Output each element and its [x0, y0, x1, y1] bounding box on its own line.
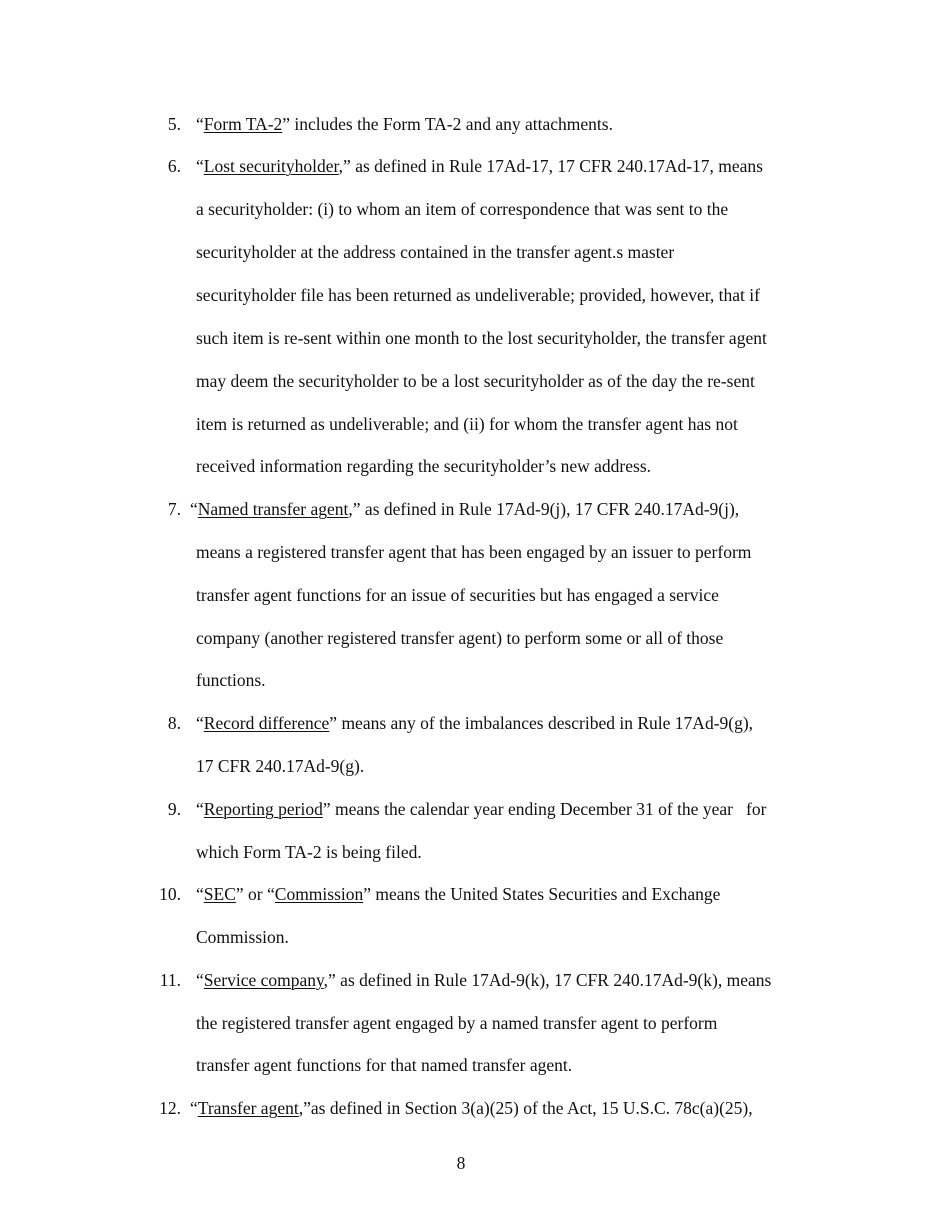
definition-line: securityholder at the address contained in the transfer agent.s master [196, 242, 675, 262]
defined-term: Lost securityholder [203, 156, 339, 176]
definition-line: “Reporting period” means the calendar year ending December 31 of the year for [196, 799, 767, 819]
definition-line: 17 CFR 240.17Ad-9(g). [196, 756, 365, 776]
definition-line: “Lost securityholder,” as defined in Rule 17Ad-17, 17 CFR 240.17Ad-17, means [196, 156, 763, 176]
defined-term: Record difference [203, 713, 330, 733]
definition-line: securityholder file has been returned as undeliverable; provided, however, that if [196, 285, 760, 305]
defined-term: Commission [274, 884, 364, 904]
definition-line: transfer agent functions for that named transfer agent. [196, 1055, 573, 1075]
item-number: 8. [167, 713, 181, 733]
definition-line: “Transfer agent,”as defined in Section 3(a)(25) of the Act, 15 U.S.C. 78c(a)(25), [190, 1098, 753, 1118]
definition-line: transfer agent functions for an issue of securities but has engaged a service [196, 585, 719, 605]
definition-line: such item is re-sent within one month to the lost securityholder, the transfer agent [196, 328, 767, 348]
definition-line: item is returned as undeliverable; and (ii) for whom the transfer agent has not [196, 414, 738, 434]
definition-line: which Form TA-2 is being filed. [196, 842, 422, 862]
definition-line: a securityholder: (i) to whom an item of correspondence that was sent to the [196, 199, 729, 219]
defined-term: Service company [203, 970, 324, 990]
item-number: 12. [159, 1098, 181, 1118]
item-number: 7. [167, 499, 181, 519]
item-number: 6. [167, 156, 181, 176]
item-number: 5. [167, 114, 181, 134]
definition-line: Commission. [196, 927, 289, 947]
definition-line: “Service company,” as defined in Rule 17Ad-9(k), 17 CFR 240.17Ad-9(k), means [196, 970, 772, 990]
definition-line: may deem the securityholder to be a lost securityholder as of the day the re-sent [196, 371, 755, 391]
definition-line: the registered transfer agent engaged by a named transfer agent to perform [196, 1013, 718, 1033]
item-number: 11. [159, 970, 181, 990]
defined-term: SEC [203, 884, 236, 904]
definition-line: functions. [196, 670, 266, 690]
definition-line: company (another registered transfer agent) to perform some or all of those [196, 628, 724, 648]
defined-term: Form TA-2 [203, 114, 283, 134]
page-number: 8 [456, 1153, 466, 1173]
item-number: 10. [159, 884, 181, 904]
definition-line: “Named transfer agent,” as defined in Rule 17Ad-9(j), 17 CFR 240.17Ad-9(j), [190, 499, 740, 519]
defined-term: Named transfer agent [197, 499, 349, 519]
definition-line: “Record difference” means any of the imbalances described in Rule 17Ad-9(g), [196, 713, 754, 733]
definition-line: means a registered transfer agent that has been engaged by an issuer to perform [196, 542, 752, 562]
item-number: 9. [167, 799, 181, 819]
defined-term: Reporting period [203, 799, 323, 819]
definition-line: “Form TA-2” includes the Form TA-2 and any attachments. [196, 114, 613, 134]
defined-term: Transfer agent [197, 1098, 299, 1118]
definition-line: “SEC” or “Commission” means the United States Securities and Exchange [196, 884, 721, 904]
definition-line: received information regarding the securityholder’s new address. [196, 456, 651, 476]
